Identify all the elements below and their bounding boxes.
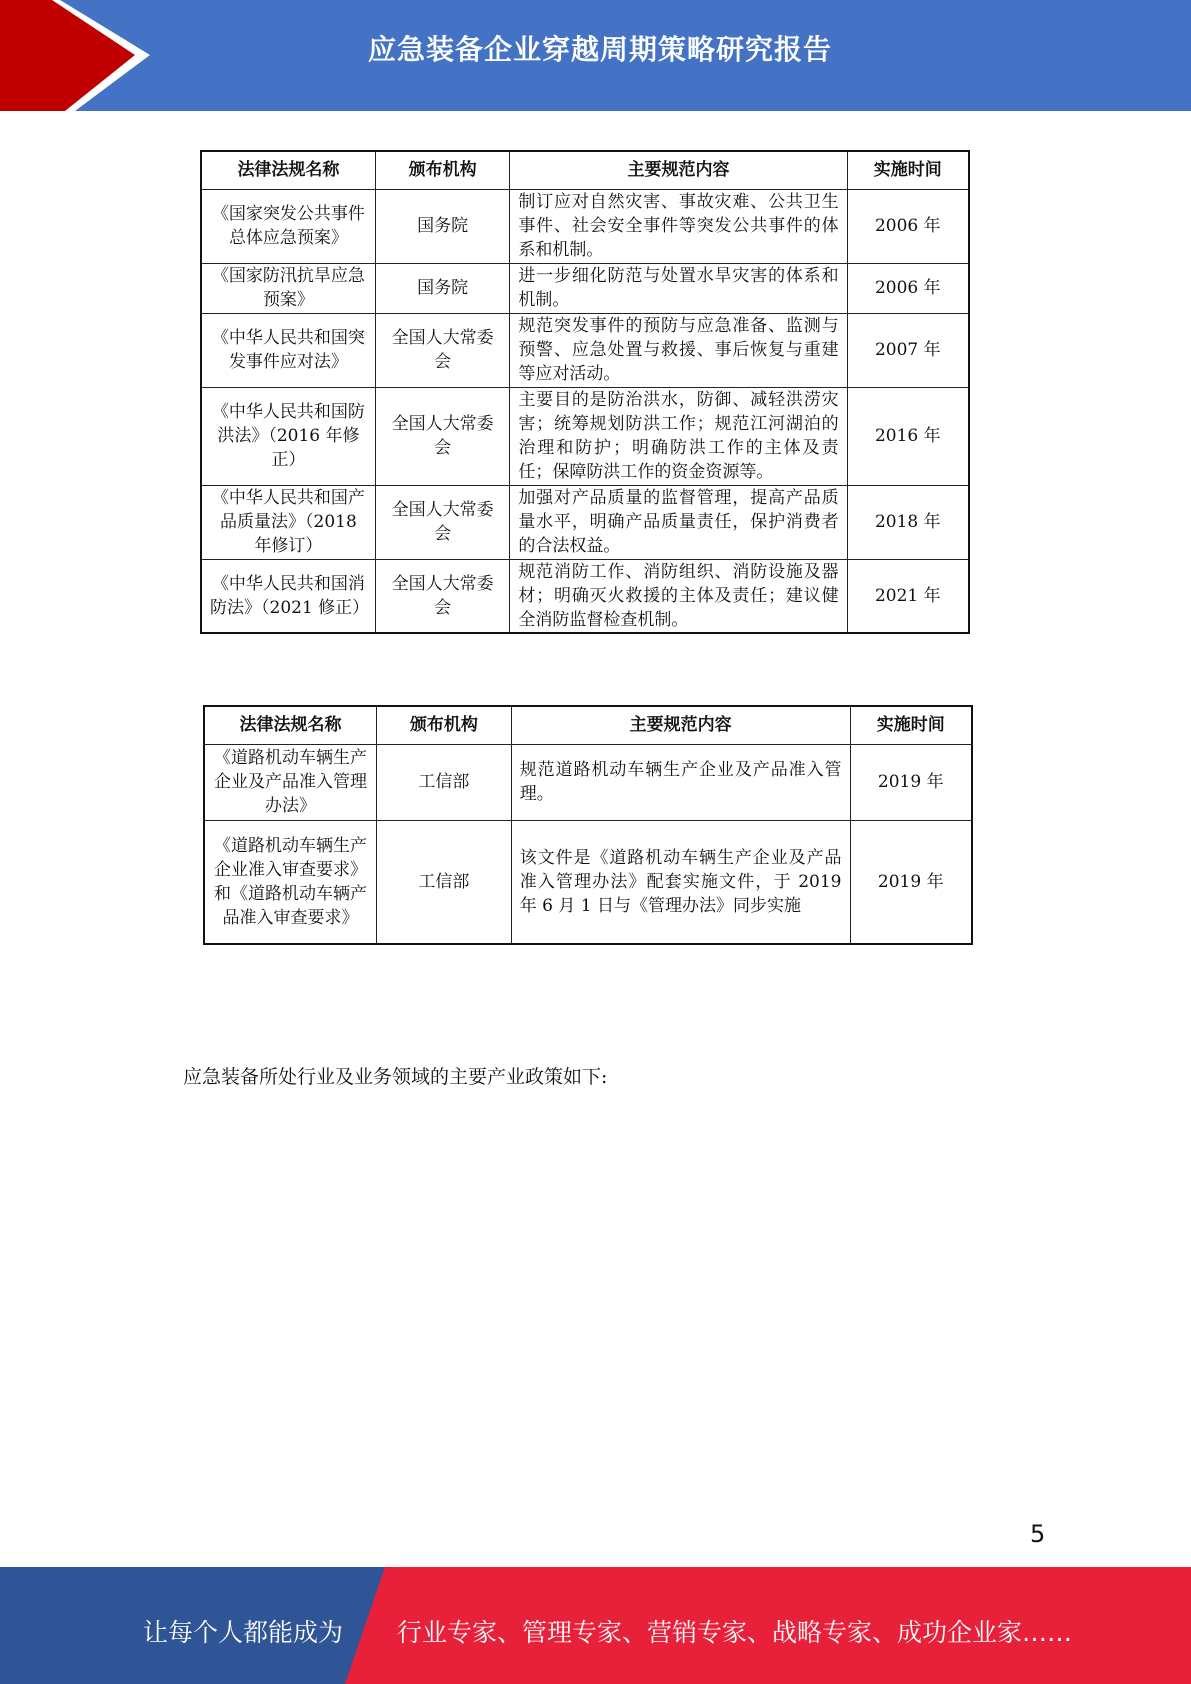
column-header-name: 法律法规名称 bbox=[204, 706, 377, 744]
page-footer bbox=[0, 1567, 1191, 1684]
column-header-org: 颁布机构 bbox=[377, 706, 512, 744]
table-header-row bbox=[201, 151, 969, 189]
effective-year: 2006 年 bbox=[847, 189, 969, 263]
page-header bbox=[0, 0, 1191, 111]
table-row bbox=[201, 387, 969, 485]
column-header-year: 实施时间 bbox=[847, 151, 969, 189]
law-name: 《中华人民共和国突发事件应对法》 bbox=[201, 313, 375, 387]
law-content: 主要目的是防治洪水，防御、减轻洪涝灾害；统筹规划防洪工作；规范江河湖泊的治理和防护；明确防洪工作的主体及责任；保障防洪工作的资金资源等。 bbox=[510, 387, 847, 485]
column-header-org: 颁布机构 bbox=[375, 151, 509, 189]
effective-year: 2016 年 bbox=[847, 387, 969, 485]
law-name: 《国家突发公共事件总体应急预案》 bbox=[201, 189, 375, 263]
effective-year: 2007 年 bbox=[847, 313, 969, 387]
table-row bbox=[201, 189, 969, 263]
column-header-name: 法律法规名称 bbox=[201, 151, 375, 189]
footer-slogan-left: 让每个人都能成为 bbox=[143, 1618, 344, 1647]
column-header-content: 主要规范内容 bbox=[511, 706, 850, 744]
footer-slogan-right: 行业专家、管理专家、营销专家、战略专家、成功企业家…… bbox=[397, 1618, 1073, 1647]
law-content: 规范消防工作、消防组织、消防设施及器材；明确灭火救援的主体及责任；建议健全消防监督检查机制。 bbox=[510, 559, 847, 633]
issuing-body: 国务院 bbox=[375, 263, 509, 313]
table-row bbox=[201, 263, 969, 313]
table-row bbox=[204, 820, 972, 944]
law-name: 《国家防汛抗旱应急预案》 bbox=[201, 263, 375, 313]
regulations-table-1 bbox=[200, 150, 970, 634]
issuing-body: 全国人大常委会 bbox=[375, 387, 509, 485]
report-title: 应急装备企业穿越周期策略研究报告 bbox=[367, 33, 832, 66]
law-name: 《中华人民共和国防洪法》（2016 年修正） bbox=[201, 387, 375, 485]
issuing-body: 全国人大常委会 bbox=[375, 559, 509, 633]
issuing-body: 国务院 bbox=[375, 189, 509, 263]
table-row bbox=[204, 744, 972, 820]
page-number: 5 bbox=[1030, 1520, 1046, 1548]
table-row bbox=[201, 559, 969, 633]
law-content: 加强对产品质量的监督管理，提高产品质量水平，明确产品质量责任，保护消费者的合法权益。 bbox=[510, 485, 847, 559]
issuing-body: 工信部 bbox=[377, 820, 512, 944]
effective-year: 2021 年 bbox=[847, 559, 969, 633]
table-row bbox=[201, 485, 969, 559]
effective-year: 2018 年 bbox=[847, 485, 969, 559]
law-name: 《道路机动车辆生产企业准入审查要求》和《道路机动车辆产品准入审查要求》 bbox=[204, 820, 377, 944]
policy-intro-paragraph: 应急装备所处行业及业务领域的主要产业政策如下: bbox=[183, 1066, 608, 1088]
table-row bbox=[201, 313, 969, 387]
table-header-row bbox=[204, 706, 972, 744]
header-red-chevron bbox=[0, 0, 160, 111]
law-content: 规范道路机动车辆生产企业及产品准入管理。 bbox=[511, 744, 850, 820]
issuing-body: 工信部 bbox=[377, 744, 512, 820]
law-content: 制订应对自然灾害、事故灾难、公共卫生事件、社会安全事件等突发公共事件的体系和机制。 bbox=[510, 189, 847, 263]
effective-year: 2006 年 bbox=[847, 263, 969, 313]
effective-year: 2019 年 bbox=[850, 820, 972, 944]
law-name: 《中华人民共和国产品质量法》（2018 年修订） bbox=[201, 485, 375, 559]
law-content: 规范突发事件的预防与应急准备、监测与预警、应急处置与救援、事后恢复与重建等应对活动。 bbox=[510, 313, 847, 387]
law-content: 该文件是《道路机动车辆生产企业及产品准入管理办法》配套实施文件，于 2019 年 6 月 1 日与《管理办法》同步实施 bbox=[511, 820, 850, 944]
law-content: 进一步细化防范与处置水旱灾害的体系和机制。 bbox=[510, 263, 847, 313]
law-name: 《中华人民共和国消防法》（2021 修正） bbox=[201, 559, 375, 633]
issuing-body: 全国人大常委会 bbox=[375, 485, 509, 559]
column-header-content: 主要规范内容 bbox=[510, 151, 847, 189]
law-name: 《道路机动车辆生产企业及产品准入管理办法》 bbox=[204, 744, 377, 820]
regulations-table-2 bbox=[203, 705, 973, 945]
column-header-year: 实施时间 bbox=[850, 706, 972, 744]
effective-year: 2019 年 bbox=[850, 744, 972, 820]
issuing-body: 全国人大常委会 bbox=[375, 313, 509, 387]
